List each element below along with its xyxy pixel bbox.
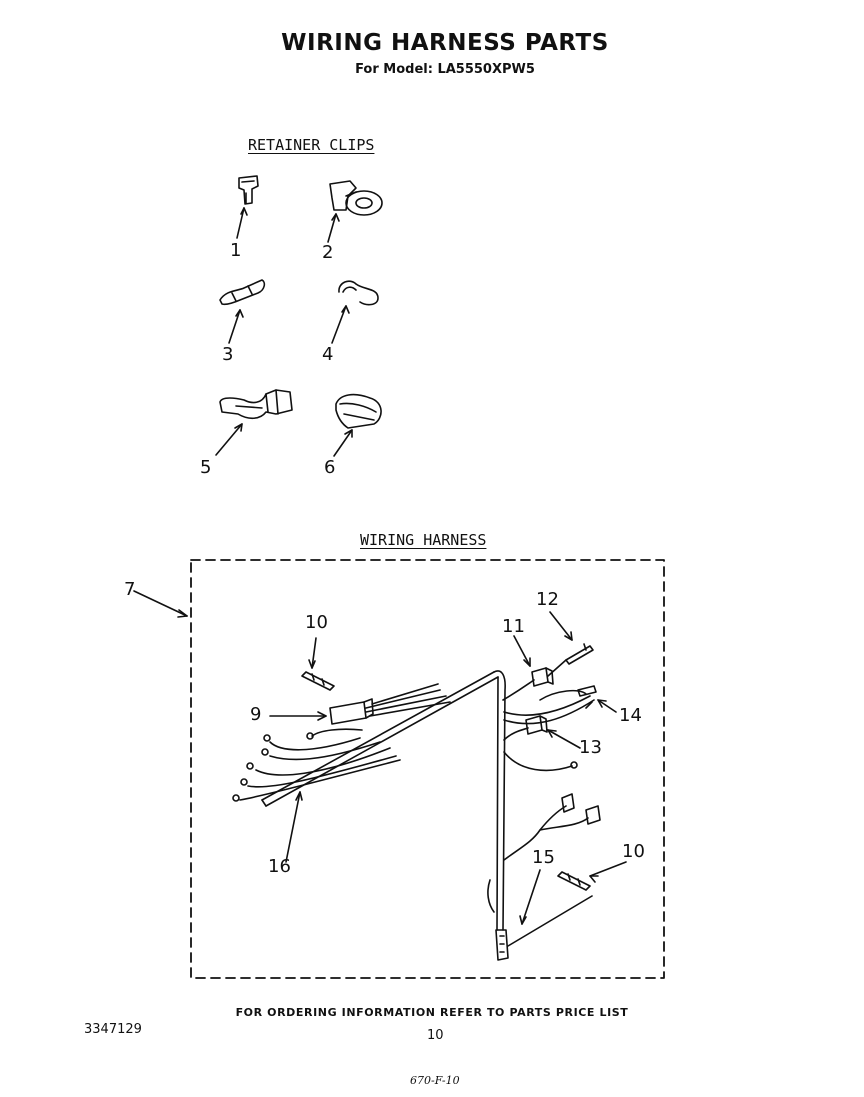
wiring-harness-heading: WIRING HARNESS: [360, 531, 487, 549]
retainer-clip-4: [332, 281, 378, 343]
left-ring-terminals: [233, 729, 400, 801]
clip-label-6: 6: [324, 457, 336, 478]
harness-label-7: 7: [124, 579, 136, 600]
retainer-clip-6: [334, 395, 381, 456]
harness-label-11: 11: [502, 616, 525, 637]
page-title: WIRING HARNESS PARTS: [281, 30, 609, 56]
connector-9: [270, 699, 373, 724]
terminal-12: [550, 612, 593, 664]
connector-11: [503, 636, 566, 700]
connector-13: [504, 716, 580, 770]
clip-label-2: 2: [322, 242, 334, 263]
harness-label-15: 15: [532, 847, 555, 868]
harness-label-12: 12: [536, 589, 559, 610]
page-number: 10: [427, 1028, 444, 1043]
harness-label-13: 13: [579, 737, 602, 758]
right-mid-connectors: [504, 794, 600, 860]
clip-label-4: 4: [322, 344, 334, 365]
harness-label-16: 16: [268, 856, 291, 877]
retainer-clip-3: [220, 280, 264, 343]
clip-label-1: 1: [230, 240, 242, 261]
part-number: 3347129: [84, 1022, 142, 1037]
terminal-10-top: [302, 638, 334, 690]
handwritten-code: 670-F-10: [410, 1074, 460, 1087]
terminal-14-wires: [504, 686, 616, 724]
clip-label-3: 3: [222, 344, 234, 365]
model-subtitle: For Model: LA5550XPW5: [355, 62, 535, 77]
harness-label-10-top: 10: [305, 612, 328, 633]
retainer-clip-5: [216, 390, 292, 455]
harness-boundary: [191, 560, 664, 978]
retainer-clips-heading: RETAINER CLIPS: [248, 136, 375, 154]
terminal-10-right: [558, 862, 626, 890]
harness-label-10-right: 10: [622, 841, 645, 862]
clip-label-5: 5: [200, 457, 212, 478]
retainer-clip-1: [237, 176, 258, 238]
retainer-clip-2: [328, 181, 382, 242]
harness-label-9: 9: [250, 704, 262, 725]
harness-label-14: 14: [619, 705, 642, 726]
ordering-note: FOR ORDERING INFORMATION REFER TO PARTS PRICE LIST: [235, 1006, 629, 1019]
